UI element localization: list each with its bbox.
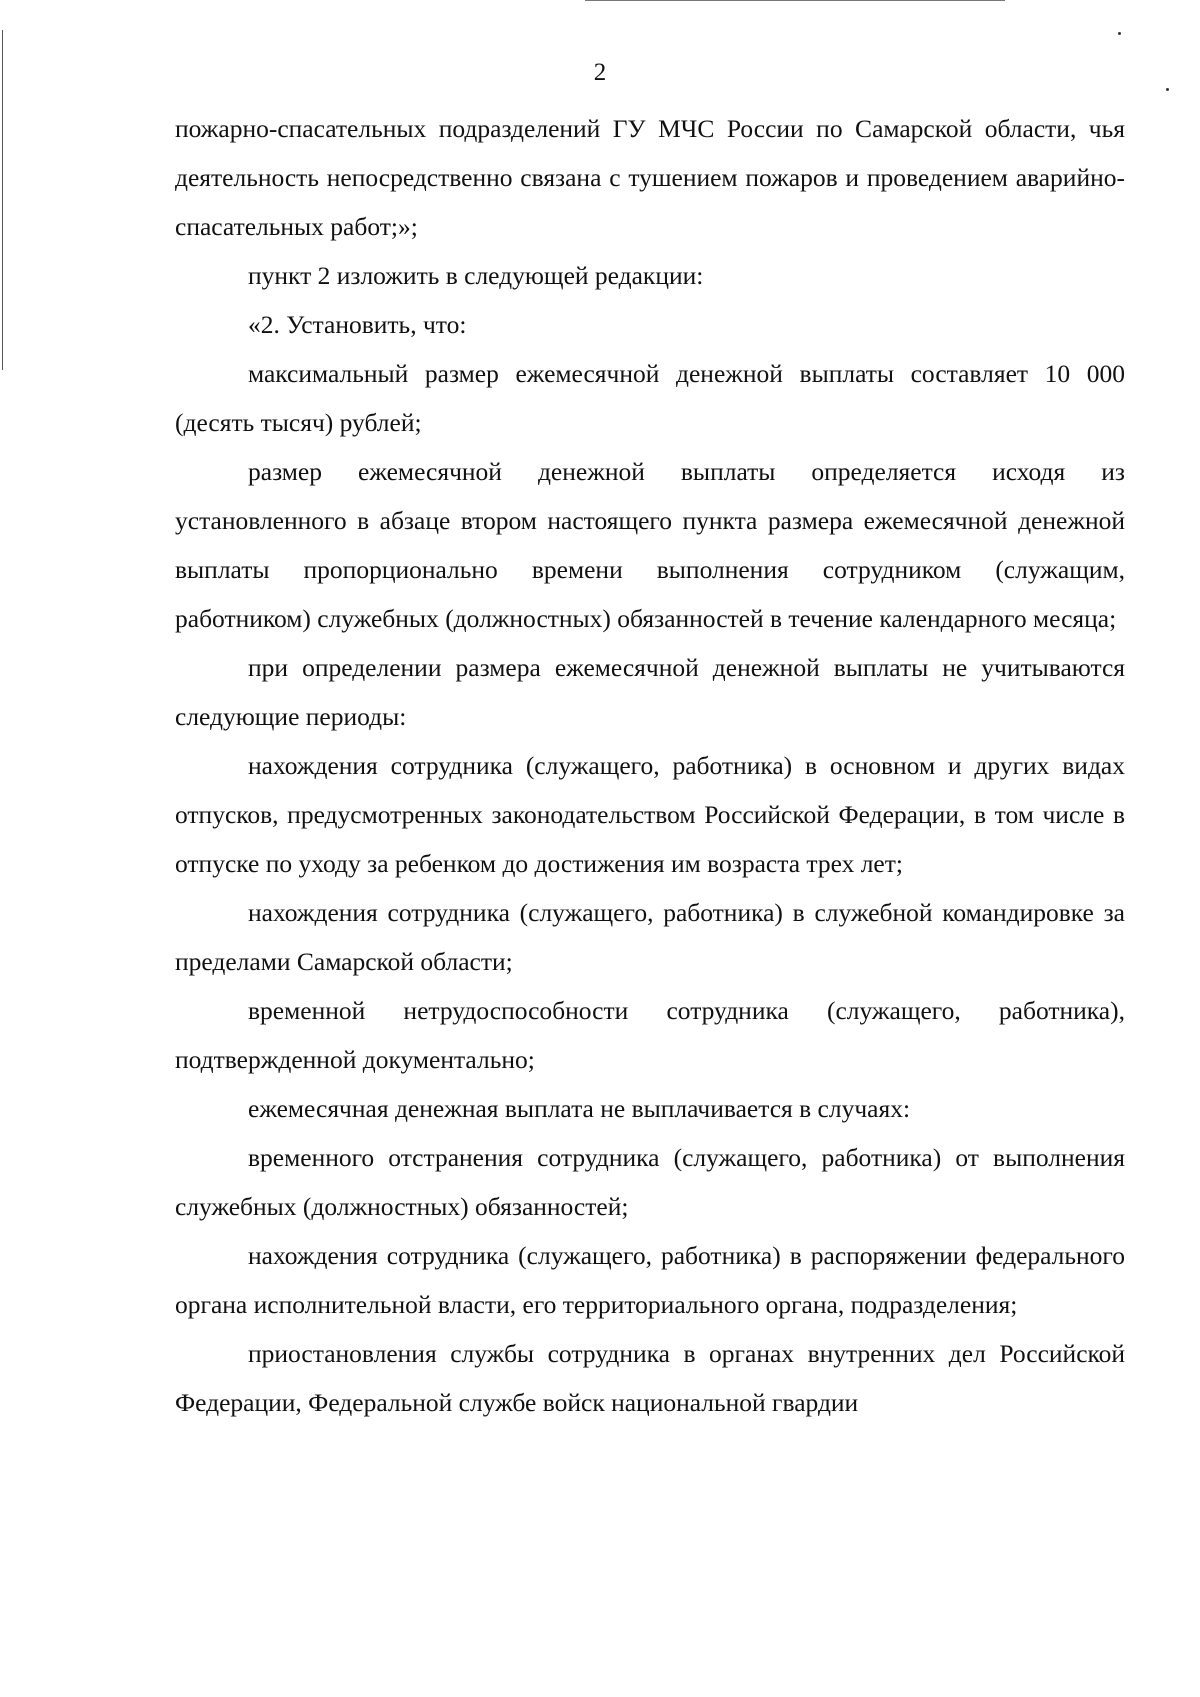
scan-dot bbox=[1166, 88, 1169, 91]
paragraph: нахождения сотрудника (служащего, работника) в распоряжении федерального органа исполнительной власти, его территориального органа, подразделения; bbox=[175, 1241, 1125, 1319]
page-number: 2 bbox=[593, 59, 607, 86]
document-body bbox=[175, 104, 1125, 1427]
paragraph: пункт 2 изложить в следующей редакции: bbox=[248, 261, 704, 290]
paragraph: приостановления службы сотрудника в органах внутренних дел Российской Федерации, Федеральной службе войск национальной гвардии bbox=[175, 1339, 1125, 1417]
paragraph: при определении размера ежемесячной денежной выплаты не учитываются следующие периоды: bbox=[175, 653, 1125, 731]
paragraph: максимальный размер ежемесячной денежной выплаты составляет 10 000 (десять тысяч) рублей; bbox=[175, 359, 1125, 437]
paragraph: ежемесячная денежная выплата не выплачивается в случаях: bbox=[248, 1094, 911, 1123]
paragraph: нахождения сотрудника (служащего, работника) в основном и других видах отпусков, предусмотренных законодательством Российской Федерации, в том числе в отпуске по уходу за ребенком до достижения им возраста трех лет; bbox=[175, 751, 1125, 878]
paragraph: временного отстранения сотрудника (служащего, работника) от выполнения служебных (должностных) обязанностей; bbox=[175, 1143, 1125, 1221]
paragraph: «2. Установить, что: bbox=[248, 310, 467, 339]
paragraph: нахождения сотрудника (служащего, работника) в служебной командировке за пределами Самарской области; bbox=[175, 898, 1125, 976]
paragraph: пожарно-спасательных подразделений ГУ МЧС России по Самарской области, чья деятельность непосредственно связана с тушением пожаров и проведением аварийно-спасательных работ;»; bbox=[175, 114, 1125, 241]
paragraph: временной нетрудоспособности сотрудника (служащего, работника), подтвержденной документально; bbox=[175, 996, 1125, 1074]
scan-dot bbox=[1118, 32, 1121, 35]
paragraph: размер ежемесячной денежной выплаты определяется исходя из установленного в абзаце втором настоящего пункта размера ежемесячной денежной выплаты пропорционально времени выполнения сотрудником (служащим, работником) служебных (должностных) обязанностей в течение календарного месяца; bbox=[175, 457, 1125, 633]
scan-top-line bbox=[585, 0, 1005, 1]
